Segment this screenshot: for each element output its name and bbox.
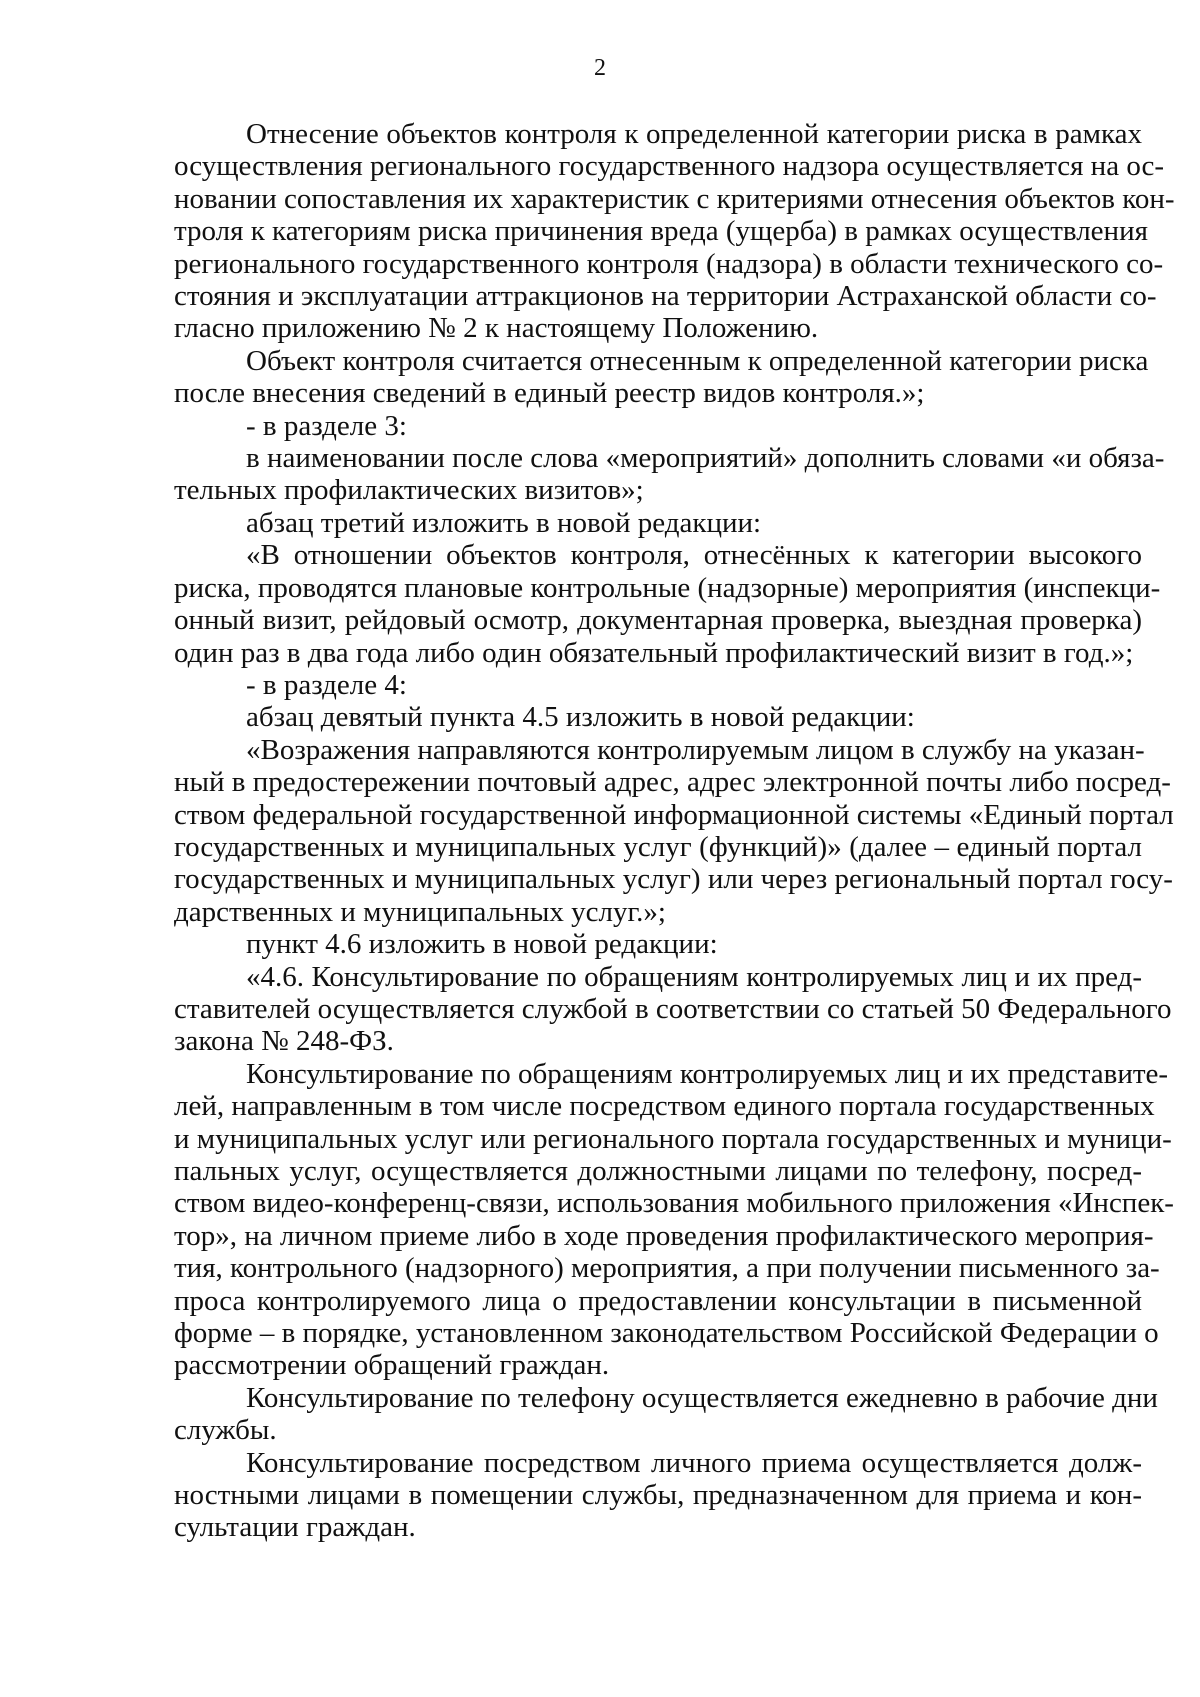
paragraph [174, 539, 1161, 669]
text-line: регионального государственного контроля (надзора) в области технического со- [174, 247, 1164, 280]
text-line: пальных услуг, осуществляется должностными лицами по телефону, посред- [174, 1155, 1142, 1187]
text-line: «Возражения направляются контролируемым лицом в службу на указан- [246, 733, 1145, 766]
paragraph [174, 1381, 1158, 1447]
text-line: один раз в два года либо один обязательный профилактический визит в год.»; [174, 636, 1134, 669]
text-line: троля к категориям риска причинения вреда (ущерба) в рамках осуществления [174, 215, 1148, 248]
text-line: проса контролируемого лица о предоставлении консультации в письменной [174, 1284, 1142, 1317]
text-line: риска, проводятся плановые контрольные (надзорные) мероприятия (инспекци- [174, 571, 1161, 604]
text-line: государственных и муниципальных услуг) или через региональный портал госу- [174, 863, 1173, 896]
paragraph [174, 669, 1142, 701]
paragraph [174, 928, 1142, 960]
text-line: пункт 4.6 изложить в новой редакции: [246, 928, 718, 961]
text-line: и муниципальных услуг или регионального портала государственных и муници- [174, 1122, 1172, 1155]
paragraph [174, 507, 1142, 539]
text-line: тия, контрольного (надзорного) мероприятия, а при получении письменного за- [174, 1252, 1160, 1285]
text-line: Консультирование посредством личного приема осуществляется долж- [246, 1446, 1142, 1479]
text-line: государственных и муниципальных услуг (функций)» (далее – единый портал [174, 830, 1142, 863]
paragraph [174, 701, 1142, 733]
text-line: службы. [174, 1414, 277, 1447]
text-line: тельных профилактических визитов»; [174, 474, 644, 507]
text-line: лей, направленным в том числе посредством единого портала государственных [174, 1090, 1155, 1123]
paragraph [174, 1057, 1174, 1382]
paragraph [174, 410, 1142, 442]
text-line: «В отношении объектов контроля, отнесённых к категории высокого [246, 539, 1142, 572]
text-line: стояния и эксплуатации аттракционов на территории Астраханской области со- [174, 280, 1157, 313]
text-line: Объект контроля считается отнесенным к определенной категории риска [246, 344, 1149, 377]
paragraph [174, 733, 1174, 928]
text-line: Консультирование по обращениям контролируемых лиц и их представите- [246, 1057, 1169, 1090]
paragraph [174, 442, 1165, 507]
paragraph [174, 344, 1149, 410]
text-line: тор», на личном приеме либо в ходе проведения профилактического мероприя- [174, 1219, 1154, 1252]
text-line: абзац третий изложить в новой редакции: [246, 506, 762, 539]
text-line: форме – в порядке, установленном законодательством Российской Федерации о [174, 1317, 1159, 1350]
text-line: рассмотрении обращений граждан. [174, 1349, 610, 1382]
text-line: закона № 248-ФЗ. [174, 1025, 394, 1058]
text-line: - в разделе 3: [246, 409, 407, 442]
text-line: - в разделе 4: [246, 668, 407, 701]
text-line: после внесения сведений в единый реестр видов контроля.»; [174, 377, 925, 410]
text-line: дарственных и муниципальных услуг.»; [174, 895, 666, 928]
text-line: сультации граждан. [174, 1511, 416, 1544]
text-line: гласно приложению № 2 к настоящему Положению. [174, 312, 819, 345]
text-line: Отнесение объектов контроля к определенной категории риска в рамках [246, 118, 1142, 150]
text-line: в наименовании после слова «мероприятий» дополнить словами «и обяза- [246, 442, 1165, 475]
text-line: Консультирование по телефону осуществляется ежедневно в рабочие дни [246, 1381, 1158, 1414]
text-line: осуществления регионального государственного надзора осуществляется на ос- [174, 150, 1165, 183]
document-body [174, 118, 1175, 1544]
text-line: онный визит, рейдовый осмотр, документарная проверка, выездная проверка) [174, 604, 1142, 637]
text-line: «4.6. Консультирование по обращениям контролируемых лиц и их пред- [246, 960, 1142, 993]
text-line: ством видео-конференц-связи, использования мобильного приложения «Инспек- [174, 1187, 1174, 1220]
text-line: ством федеральной государственной информационной системы «Единый портал [174, 798, 1174, 831]
paragraph [174, 960, 1172, 1058]
paragraph [174, 118, 1175, 345]
paragraph [174, 1447, 1142, 1544]
text-line: ный в предостережении почтовый адрес, адрес электронной почты либо посред- [174, 766, 1171, 799]
text-line: ставителей осуществляется службой в соответствии со статьей 50 Федерального [174, 992, 1172, 1025]
text-line: новании сопоставления их характеристик с критериями отнесения объектов кон- [174, 182, 1175, 215]
page-number: 2 [594, 55, 606, 81]
text-line: ностными лицами в помещении службы, предназначенном для приема и кон- [174, 1479, 1142, 1512]
text-line: абзац девятый пункта 4.5 изложить в новой редакции: [246, 701, 915, 734]
